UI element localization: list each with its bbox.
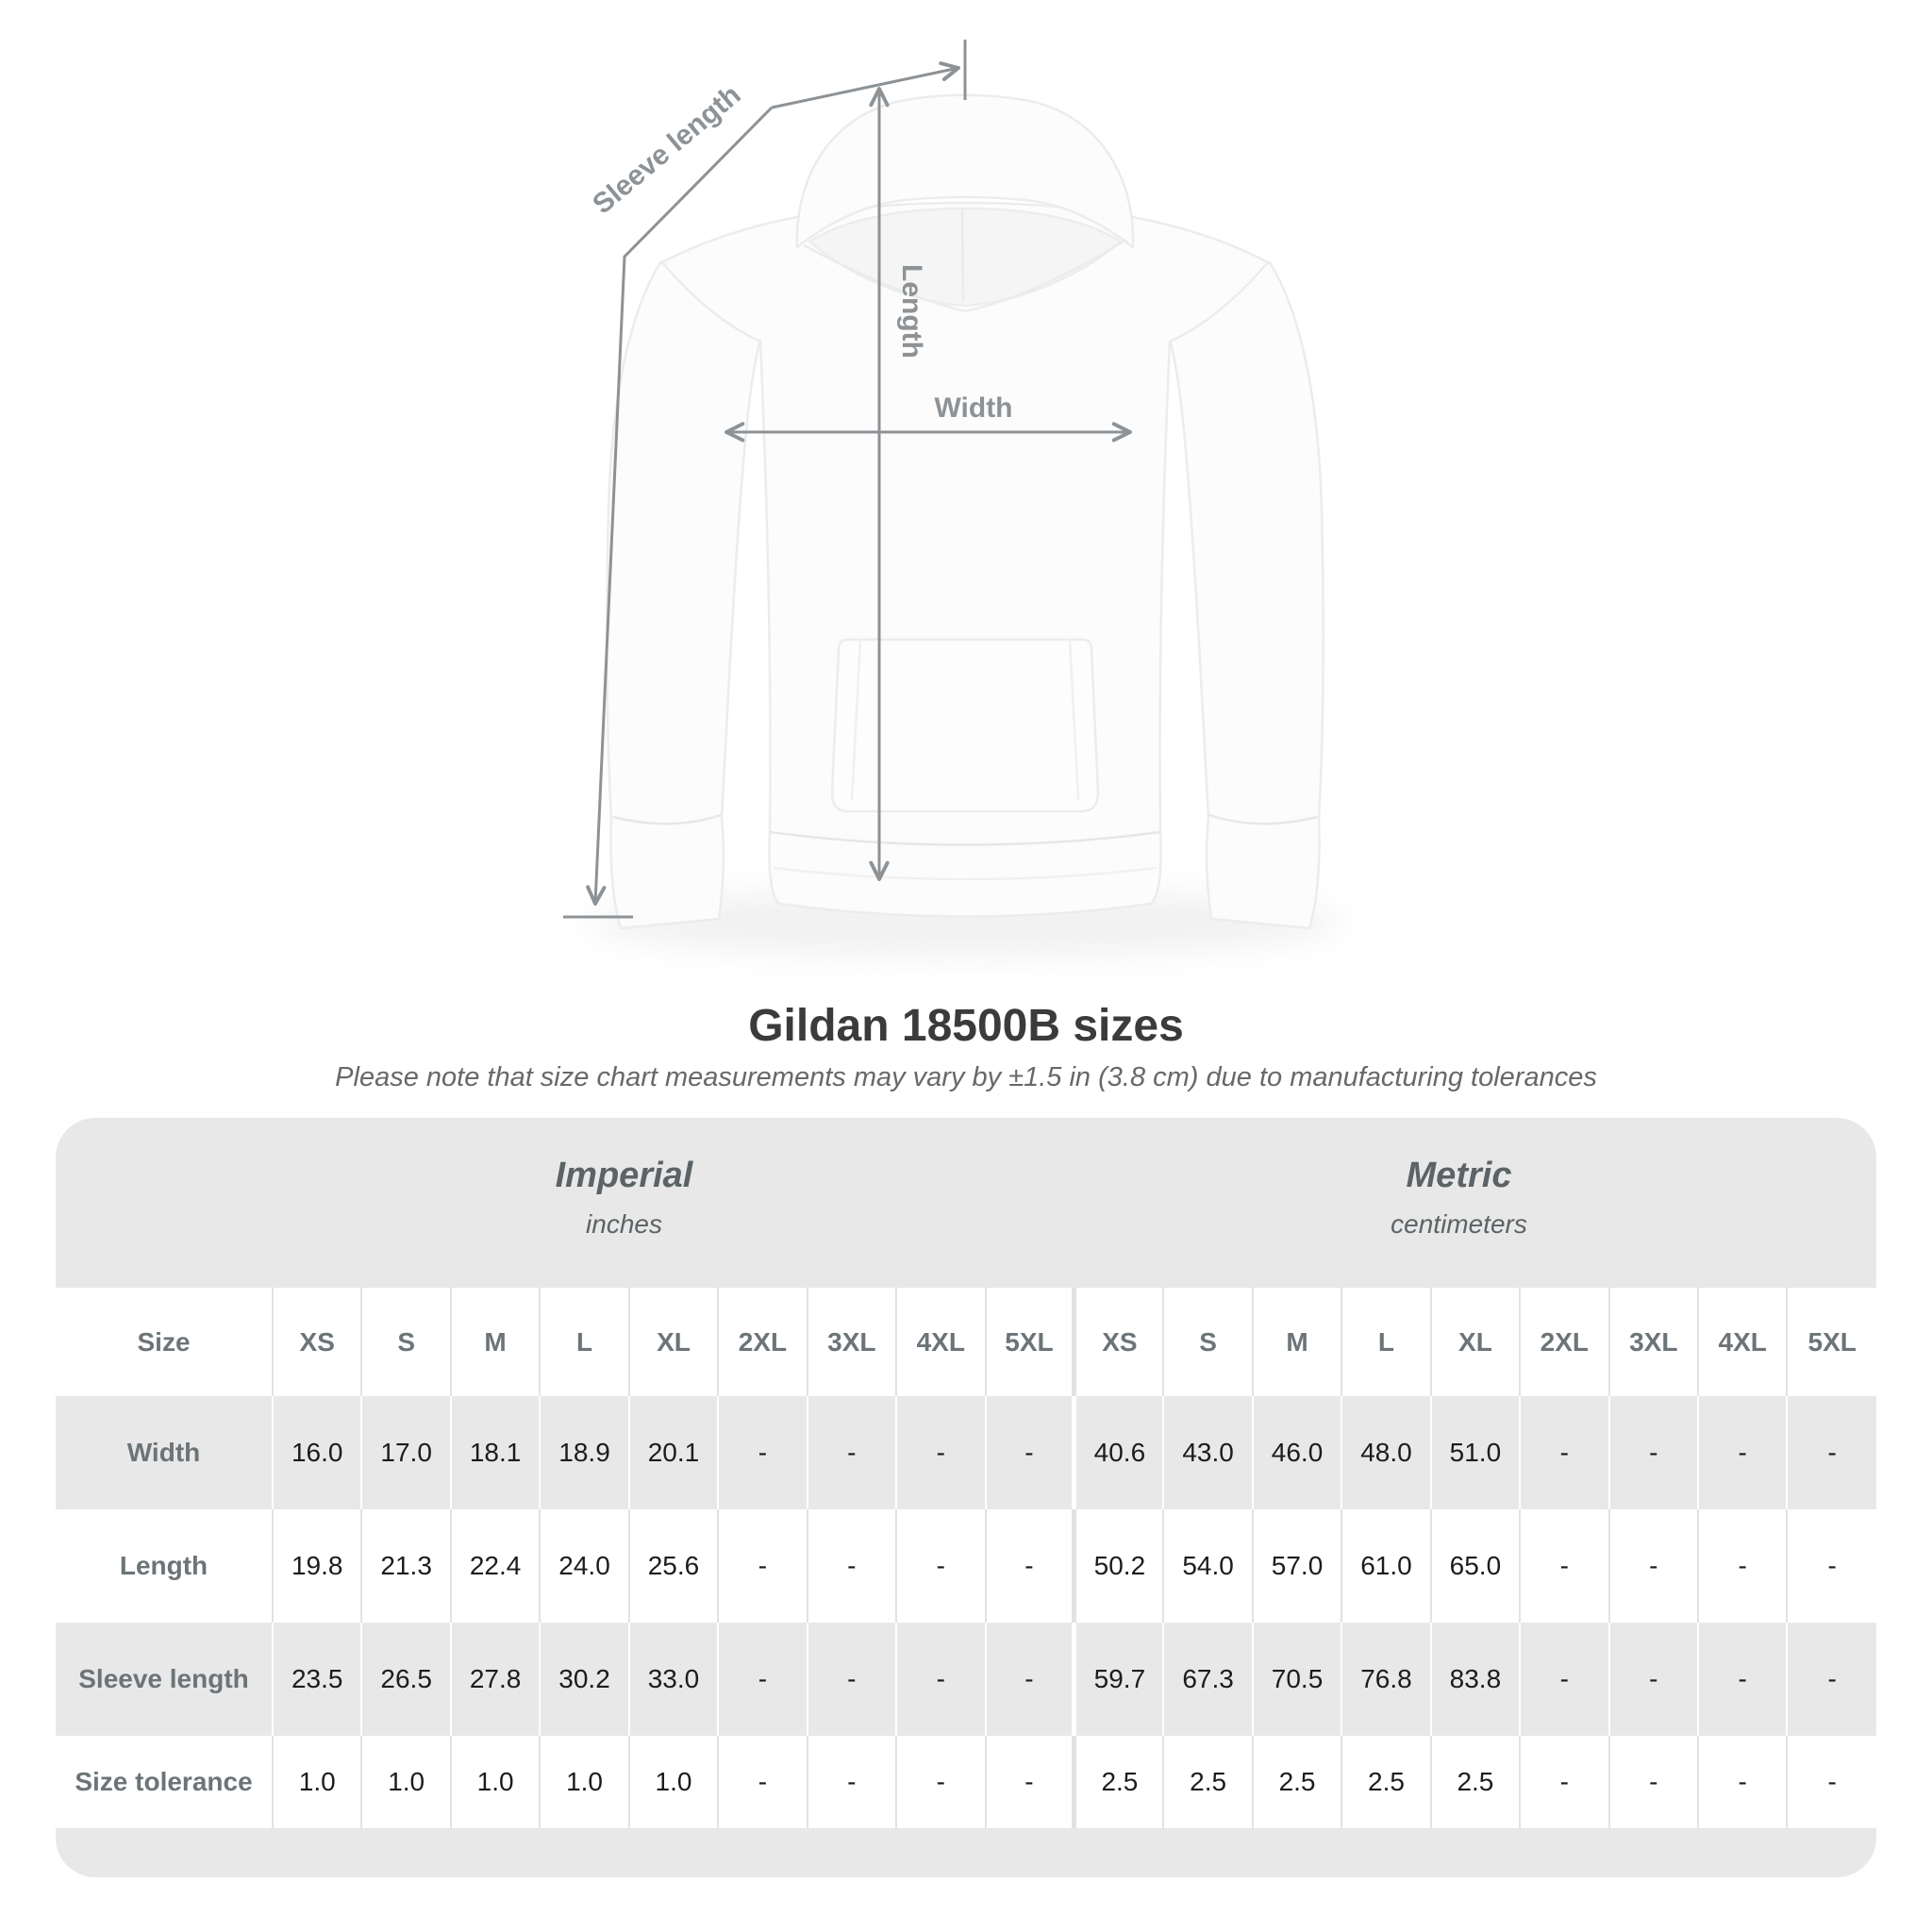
value-cell-metric: -	[1787, 1396, 1876, 1509]
imperial-section-title: Imperial	[555, 1156, 693, 1195]
size-table-body	[56, 1396, 1876, 1828]
value-cell-metric: 2.5	[1431, 1736, 1520, 1828]
row-label: Width	[126, 1438, 201, 1467]
value-cell-metric: 54.0	[1163, 1509, 1252, 1623]
size-header-imperial-m: M	[451, 1288, 540, 1396]
measurement-row-size-tolerance	[56, 1736, 1876, 1828]
value-cell-imperial: -	[986, 1623, 1074, 1736]
value-cell-metric: -	[1698, 1623, 1787, 1736]
metric-section-title: Metric	[1406, 1156, 1512, 1195]
hoodie-right-sleeve	[1170, 262, 1324, 928]
value-cell-imperial: -	[896, 1623, 985, 1736]
size-header-metric-2xl: 2XL	[1520, 1288, 1608, 1396]
hoodie-pocket	[832, 640, 1098, 811]
value-cell-metric: 83.8	[1431, 1623, 1520, 1736]
value-cell-metric: 65.0	[1431, 1509, 1520, 1623]
size-header-imperial-5xl: 5XL	[986, 1288, 1074, 1396]
value-cell-metric: -	[1609, 1509, 1698, 1623]
size-header-metric-3xl: 3XL	[1609, 1288, 1698, 1396]
length-label: Length	[896, 264, 927, 358]
page-subtitle: Please note that size chart measurements may vary by ±1.5 in (3.8 cm) due to manufacturing tolerances	[335, 1062, 1597, 1092]
units-band	[56, 1118, 1876, 1288]
value-cell-imperial: -	[986, 1509, 1074, 1623]
size-header-imperial-2xl: 2XL	[718, 1288, 807, 1396]
value-cell-metric: 76.8	[1341, 1623, 1430, 1736]
value-cell-imperial: 18.9	[540, 1396, 628, 1509]
value-cell-imperial: -	[718, 1736, 807, 1828]
metric-section-header	[1041, 1118, 1876, 1288]
size-header-metric-l: L	[1341, 1288, 1430, 1396]
hoodie-illustration	[607, 95, 1323, 928]
value-cell-metric: -	[1520, 1509, 1608, 1623]
value-cell-imperial: 20.1	[629, 1396, 718, 1509]
imperial-section-header	[207, 1118, 1041, 1288]
value-cell-imperial: -	[718, 1396, 807, 1509]
value-cell-imperial: 1.0	[361, 1736, 450, 1828]
value-cell-imperial: 26.5	[361, 1623, 450, 1736]
value-cell-imperial: 1.0	[629, 1736, 718, 1828]
width-label: Width	[934, 392, 1013, 424]
value-cell-imperial: -	[808, 1623, 896, 1736]
value-cell-metric: -	[1520, 1736, 1608, 1828]
size-header-metric-xs: XS	[1074, 1288, 1163, 1396]
value-cell-metric: 50.2	[1074, 1509, 1163, 1623]
value-cell-imperial: -	[896, 1509, 985, 1623]
measurement-row-width	[56, 1396, 1876, 1509]
size-header-metric-m: M	[1253, 1288, 1341, 1396]
value-cell-imperial: 19.8	[273, 1509, 361, 1623]
size-header-row	[56, 1288, 1876, 1396]
value-cell-imperial: 1.0	[273, 1736, 361, 1828]
value-cell-imperial: -	[718, 1509, 807, 1623]
row-label: Length	[119, 1551, 208, 1580]
value-cell-metric: -	[1698, 1736, 1787, 1828]
value-cell-metric: 61.0	[1341, 1509, 1430, 1623]
value-cell-metric: 59.7	[1074, 1623, 1163, 1736]
value-cell-metric: 40.6	[1074, 1396, 1163, 1509]
size-header-imperial-4xl: 4XL	[896, 1288, 985, 1396]
value-cell-imperial: -	[986, 1736, 1074, 1828]
value-cell-imperial: 18.1	[451, 1396, 540, 1509]
row-label: Size tolerance	[75, 1767, 253, 1796]
measurement-row-length	[56, 1509, 1876, 1623]
imperial-section-unit: inches	[586, 1209, 662, 1239]
units-band-spacer	[56, 1118, 207, 1288]
value-cell-imperial: -	[896, 1736, 985, 1828]
page-title: Gildan 18500B sizes	[748, 1001, 1184, 1051]
value-cell-imperial: 33.0	[629, 1623, 718, 1736]
value-cell-imperial: 1.0	[451, 1736, 540, 1828]
value-cell-imperial: 17.0	[361, 1396, 450, 1509]
value-cell-metric: -	[1787, 1736, 1876, 1828]
value-cell-metric: -	[1609, 1396, 1698, 1509]
hoodie-left-sleeve	[607, 262, 760, 928]
value-cell-imperial: 23.5	[273, 1623, 361, 1736]
value-cell-imperial: 22.4	[451, 1509, 540, 1623]
value-cell-metric: 2.5	[1253, 1736, 1341, 1828]
value-cell-imperial: 24.0	[540, 1509, 628, 1623]
value-cell-metric: 48.0	[1341, 1396, 1430, 1509]
sleeve-length-label: Sleeve length	[587, 78, 747, 221]
value-cell-imperial: 27.8	[451, 1623, 540, 1736]
value-cell-metric: 2.5	[1163, 1736, 1252, 1828]
size-table-card	[56, 1118, 1876, 1877]
value-cell-metric: -	[1787, 1623, 1876, 1736]
size-header-imperial-xs: XS	[273, 1288, 361, 1396]
value-cell-metric: 70.5	[1253, 1623, 1341, 1736]
measurement-row-sleeve-length	[56, 1623, 1876, 1736]
value-cell-metric: -	[1609, 1736, 1698, 1828]
size-header-metric-4xl: 4XL	[1698, 1288, 1787, 1396]
value-cell-imperial: -	[808, 1509, 896, 1623]
value-cell-metric: -	[1520, 1623, 1608, 1736]
value-cell-metric: -	[1609, 1623, 1698, 1736]
value-cell-metric: -	[1698, 1396, 1787, 1509]
value-cell-imperial: -	[808, 1396, 896, 1509]
value-cell-imperial: 30.2	[540, 1623, 628, 1736]
size-header-imperial-xl: XL	[629, 1288, 718, 1396]
size-header-metric-s: S	[1163, 1288, 1252, 1396]
value-cell-metric: 46.0	[1253, 1396, 1341, 1509]
size-table	[56, 1288, 1876, 1828]
value-cell-imperial: 25.6	[629, 1509, 718, 1623]
value-cell-imperial: -	[718, 1623, 807, 1736]
value-cell-metric: 67.3	[1163, 1623, 1252, 1736]
value-cell-metric: 2.5	[1074, 1736, 1163, 1828]
size-header-imperial-l: L	[540, 1288, 628, 1396]
value-cell-metric: -	[1520, 1396, 1608, 1509]
size-header-metric-5xl: 5XL	[1787, 1288, 1876, 1396]
size-column-header: Size	[137, 1326, 191, 1357]
value-cell-metric: 51.0	[1431, 1396, 1520, 1509]
value-cell-metric: -	[1787, 1509, 1876, 1623]
metric-section-unit: centimeters	[1391, 1209, 1527, 1239]
value-cell-metric: 57.0	[1253, 1509, 1341, 1623]
value-cell-metric: 2.5	[1341, 1736, 1430, 1828]
size-header-imperial-3xl: 3XL	[808, 1288, 896, 1396]
value-cell-imperial: 1.0	[540, 1736, 628, 1828]
row-label: Sleeve length	[78, 1664, 249, 1693]
value-cell-imperial: -	[808, 1736, 896, 1828]
size-header-metric-xl: XL	[1431, 1288, 1520, 1396]
value-cell-imperial: 16.0	[273, 1396, 361, 1509]
value-cell-imperial: -	[896, 1396, 985, 1509]
value-cell-imperial: -	[986, 1396, 1074, 1509]
value-cell-metric: -	[1698, 1509, 1787, 1623]
value-cell-imperial: 21.3	[361, 1509, 450, 1623]
size-header-imperial-s: S	[361, 1288, 450, 1396]
value-cell-metric: 43.0	[1163, 1396, 1252, 1509]
